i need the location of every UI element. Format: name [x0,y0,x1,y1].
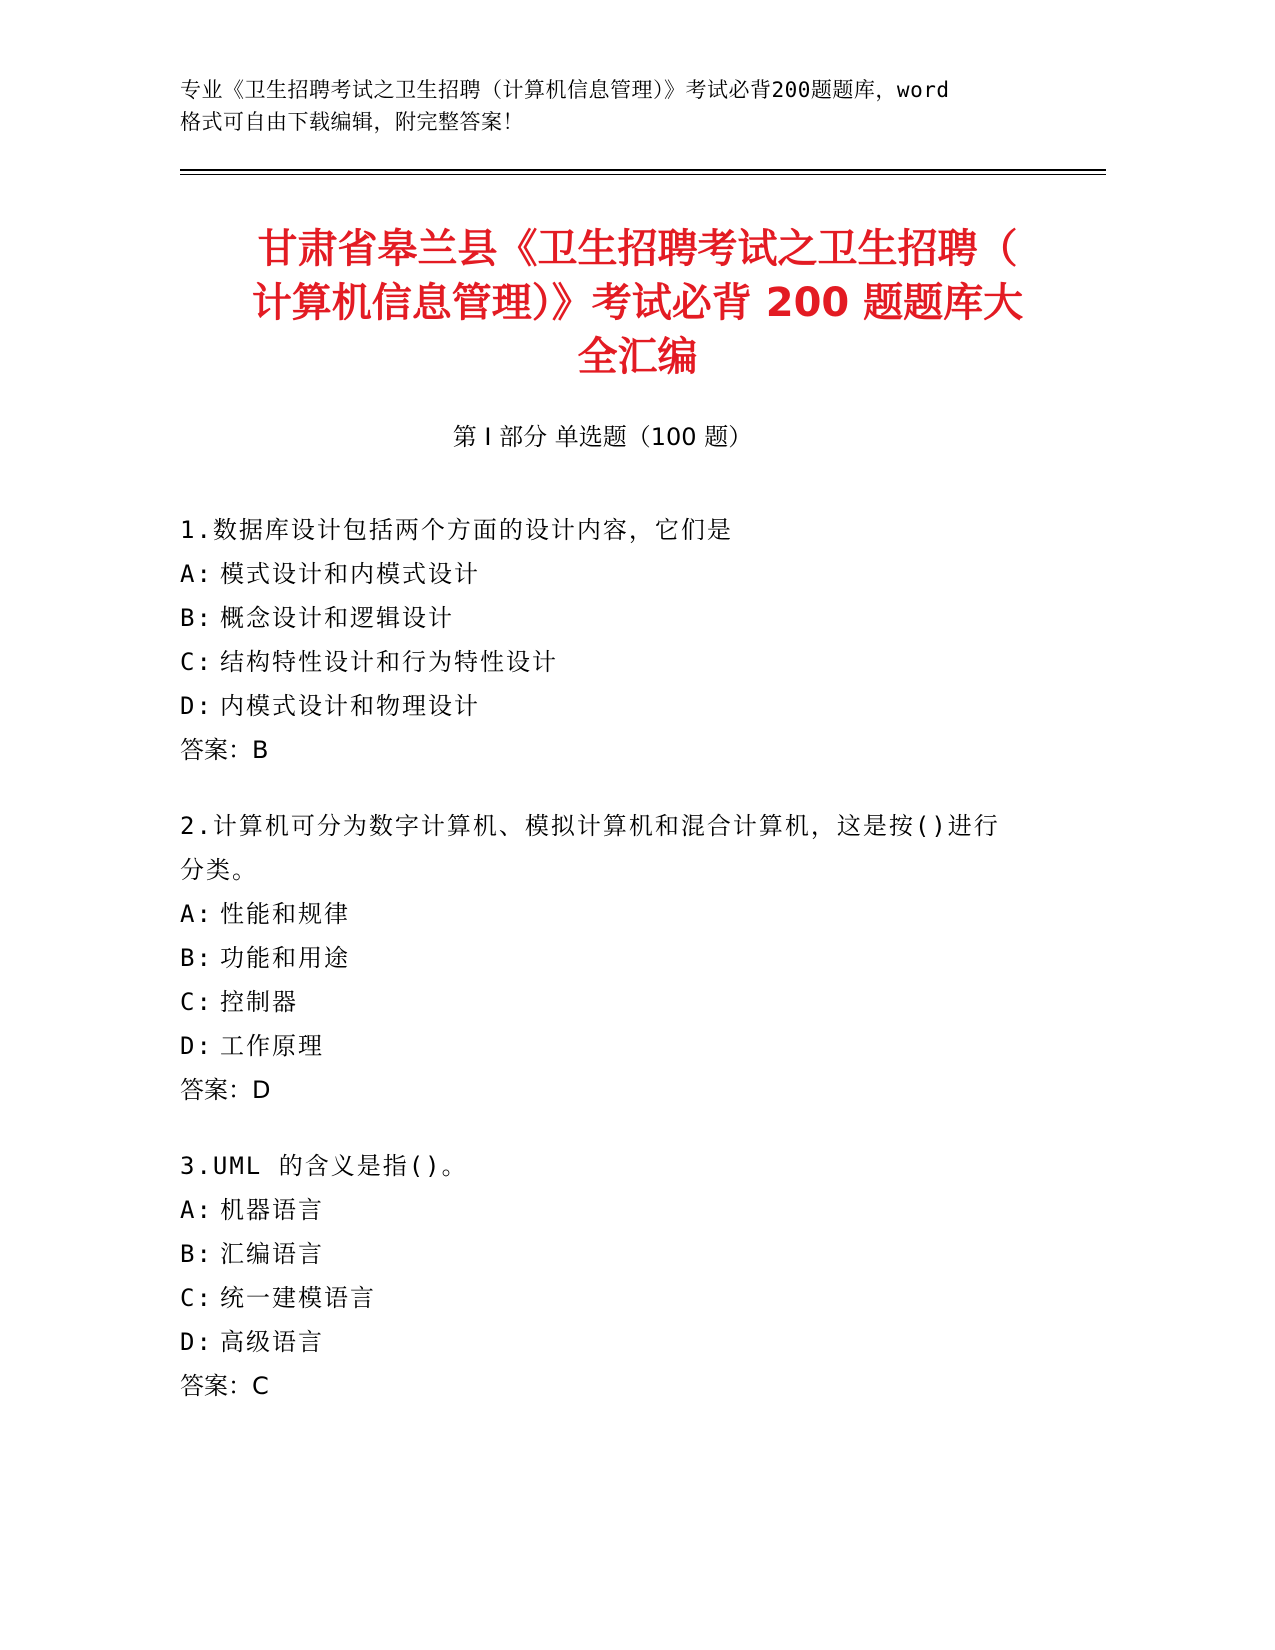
option-a [180,892,1020,936]
option-d [180,1024,1020,1068]
answer: 答案：B [180,736,269,764]
option-a [180,552,1020,596]
option-label: D: [180,1032,213,1060]
option-text: 机器语言 [220,1196,324,1224]
option-label: C: [180,1284,213,1312]
question-list [180,508,1020,1440]
option-text: 模式设计和内模式设计 [220,560,480,588]
header-line-1: 专业《卫生招聘考试之卫生招聘（计算机信息管理）》考试必背200题题库，word [180,78,950,102]
question-3 [180,1144,1020,1408]
option-text: 功能和用途 [220,944,350,972]
document-header [180,74,1060,138]
question-1 [180,508,1020,772]
header-line-2: 格式可自由下载编辑，附完整答案！ [180,110,524,134]
option-text: 结构特性设计和行为特性设计 [220,648,558,676]
option-c [180,640,1020,684]
title-line-3: 全汇编 [577,334,698,380]
option-label: B: [180,944,213,972]
question-stem: 3.UML 的含义是指()。 [180,1152,468,1180]
title-line-2: 计算机信息管理）》考试必背 200 题题库大 [251,280,1024,326]
question-2 [180,804,1020,1112]
option-text: 高级语言 [220,1328,324,1356]
header-divider-thick [180,169,1106,171]
title-line-1: 甘肃省皋兰县《卫生招聘考试之卫生招聘（ [257,226,1018,272]
option-label: A: [180,900,213,928]
option-b [180,596,1020,640]
question-stem: 1.数据库设计包括两个方面的设计内容，它们是 [180,516,733,544]
option-label: B: [180,1240,213,1268]
option-label: D: [180,1328,213,1356]
answer: 答案：C [180,1372,269,1400]
option-a [180,1188,1020,1232]
option-label: B: [180,604,213,632]
section-title: 第 I 部分 单选题（100 题） [452,423,753,451]
answer: 答案：D [180,1076,271,1104]
option-b [180,936,1020,980]
option-label: A: [180,1196,213,1224]
question-stem: 2.计算机可分为数字计算机、模拟计算机和混合计算机，这是按()进行分类。 [180,812,1000,884]
option-c [180,1276,1020,1320]
option-text: 概念设计和逻辑设计 [220,604,454,632]
option-text: 内模式设计和物理设计 [220,692,480,720]
option-label: C: [180,648,213,676]
document-title [150,222,1125,384]
option-text: 汇编语言 [220,1240,324,1268]
option-label: A: [180,560,213,588]
option-text: 统一建模语言 [220,1284,376,1312]
option-text: 控制器 [220,988,298,1016]
header-divider-thin [180,174,1106,175]
option-c [180,980,1020,1024]
option-d [180,1320,1020,1364]
option-label: D: [180,692,213,720]
option-d [180,684,1020,728]
option-label: C: [180,988,213,1016]
option-text: 工作原理 [220,1032,324,1060]
option-b [180,1232,1020,1276]
option-text: 性能和规律 [220,900,350,928]
